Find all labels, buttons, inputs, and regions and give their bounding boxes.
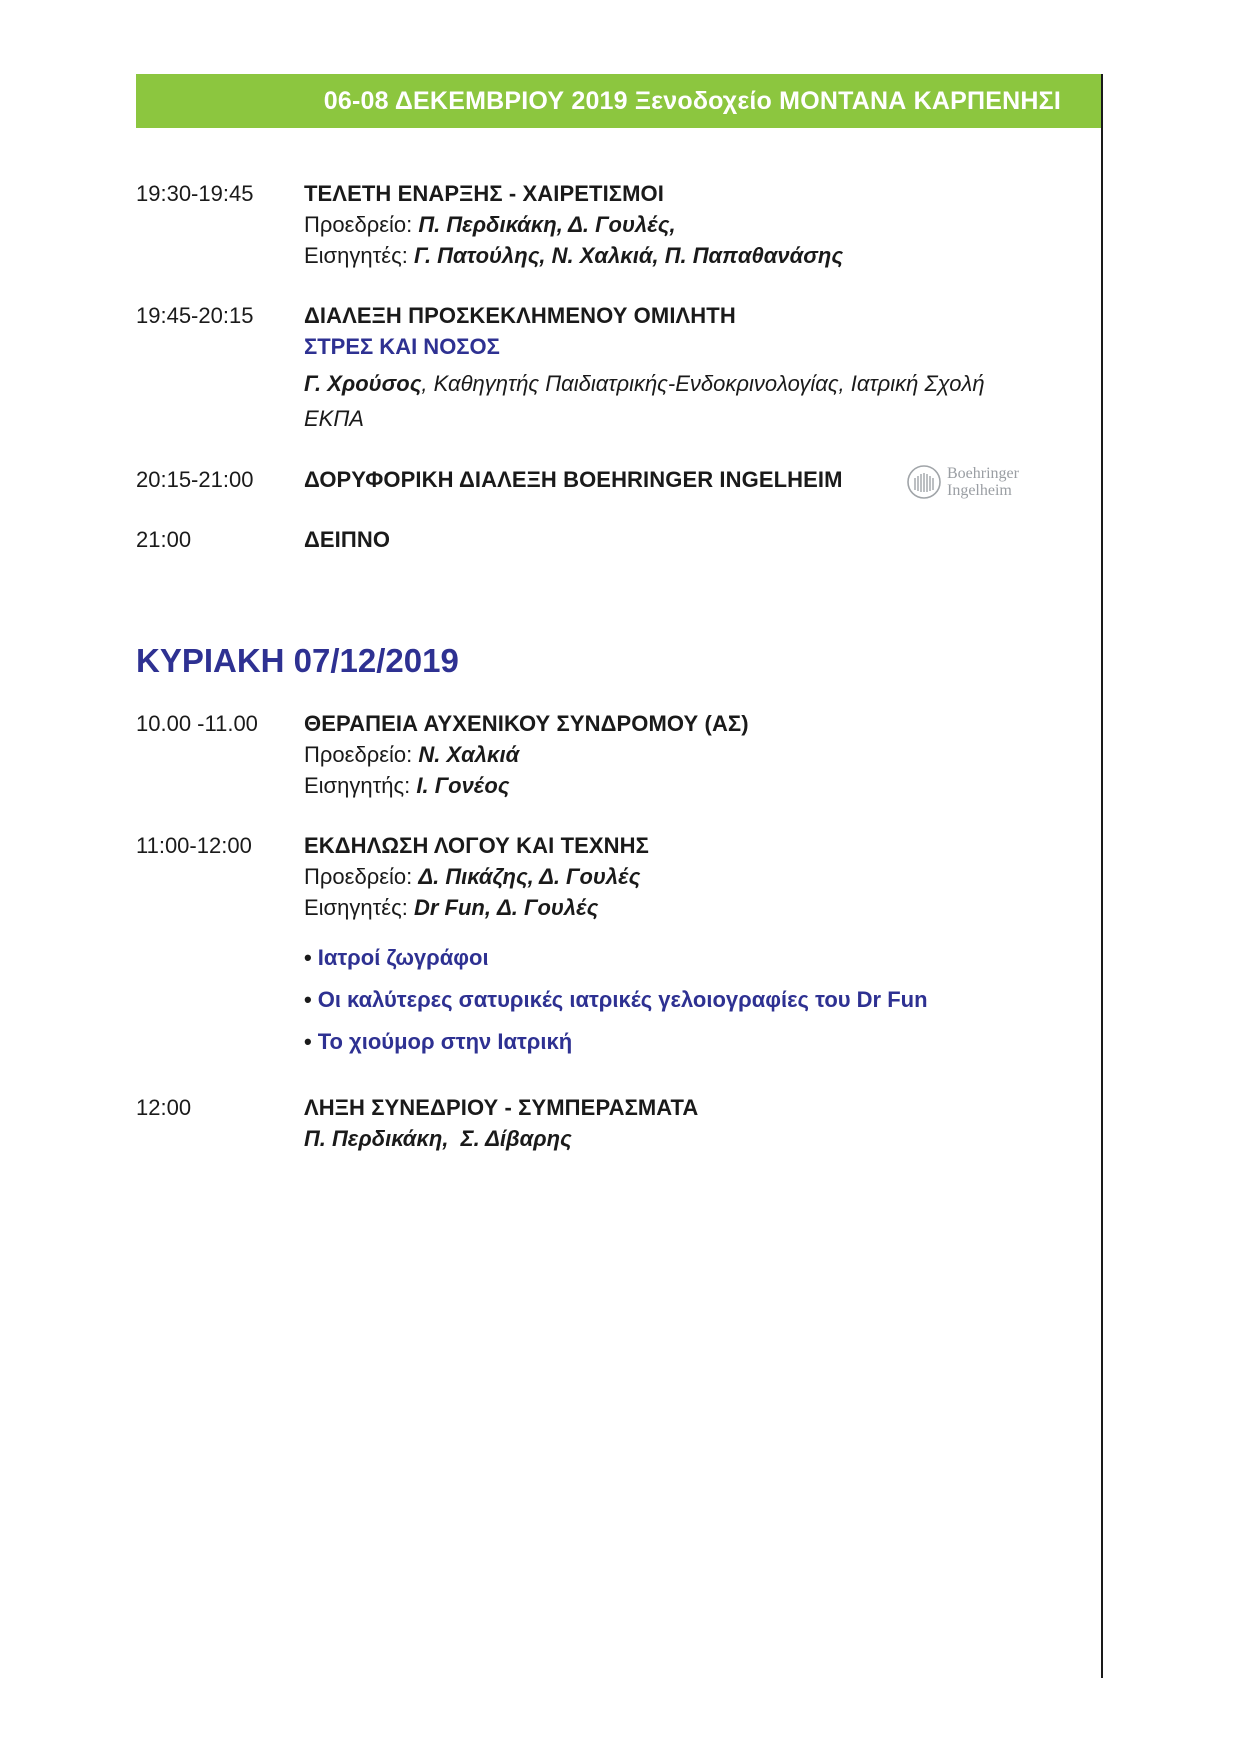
boehringer-logo: [906, 462, 1046, 502]
session-time: 11:00-12:00: [136, 833, 252, 858]
banner-text: 06-08 ΔΕΚΕΜΒΡΙΟΥ 2019 Ξενοδοχείο ΜΟΝΤΑΝΑ ΚΑΡΠΕΝΗΣΙ: [323, 86, 1061, 115]
speaker-name: Γ. Χρούσος: [304, 371, 422, 396]
session-speakers: [304, 240, 1034, 271]
session-title: ΔΕΙΠΝΟ: [304, 527, 391, 552]
header-banner: [136, 74, 1101, 128]
chair-names: Π. Περδικάκη, Δ. Γουλές,: [418, 212, 676, 237]
speakers-label: Εισηγητής:: [304, 773, 417, 798]
session-time: 20:15-21:00: [136, 467, 254, 492]
session-names: Π. Περδικάκη, Σ. Δίβαρης: [304, 1126, 572, 1151]
speakers-label: Εισηγητές:: [304, 895, 414, 920]
session-chair: [304, 739, 1034, 770]
speaker-role: , Καθηγητής Παιδιατρικής-Ενδοκρινολογίας, Ιατρική Σχολή: [421, 371, 985, 396]
session-speakers: [304, 770, 1034, 801]
boehringer-logo-icon: [906, 464, 942, 500]
chair-label: Προεδρείο:: [304, 212, 419, 237]
logo-line-1: Boehringer: [947, 465, 1019, 482]
day-heading: ΚΥΡΙΑΚΗ 07/12/2019: [136, 642, 459, 679]
list-item: • Οι καλύτερες σατυρικές ιατρικές γελοιογραφίες του Dr Fun: [304, 987, 928, 1012]
speaker-line: [304, 368, 1034, 399]
chair-names: Δ. Πικάζης, Δ. Γουλές: [418, 864, 641, 889]
speakers-names: Dr Fun, Δ. Γουλές: [413, 895, 599, 920]
speakers-names: Γ. Πατούλης, Ν. Χαλκιά, Π. Παπαθανάσης: [413, 243, 844, 268]
session-title: ΘΕΡΑΠΕΙΑ ΑΥΧΕΝΙΚΟΥ ΣΥΝΔΡΟΜΟΥ (ΑΣ): [304, 711, 749, 736]
session-time: 10.00 -11.00: [136, 711, 258, 736]
logo-line-2: Ingelheim: [947, 482, 1012, 499]
topic-list: [304, 937, 1034, 1063]
chair-label: Προεδρείο:: [304, 742, 419, 767]
speakers-names: Ι. Γονέος: [416, 773, 510, 798]
session-title: ΔΙΑΛΕΞΗ ΠΡΟΣΚΕΚΛΗΜΕΝΟΥ ΟΜΙΛΗΤΗ: [304, 303, 736, 328]
session-title: ΤΕΛΕΤΗ ΕΝΑΡΞΗΣ - ΧΑΙΡΕΤΙΣΜΟΙ: [304, 181, 664, 206]
chair-label: Προεδρείο:: [304, 864, 419, 889]
session-title: ΕΚΔΗΛΩΣΗ ΛΟΓΟΥ ΚΑΙ ΤΕΧΝΗΣ: [304, 833, 649, 858]
list-item: • Ιατροί ζωγράφοι: [304, 945, 489, 970]
session-speakers: [304, 892, 1034, 923]
speaker-affiliation: ΕΚΠΑ: [304, 406, 364, 431]
session-title: ΔΟΡΥΦΟΡΙΚΗ ΔΙΑΛΕΞΗ BOEHRINGER INGELHEIM: [304, 467, 843, 492]
session-time: 19:45-20:15: [136, 303, 254, 328]
chair-names: Ν. Χαλκιά: [418, 742, 520, 767]
speakers-label: Εισηγητές:: [304, 243, 414, 268]
session-time: 19:30-19:45: [136, 181, 254, 206]
session-subtitle: ΣΤΡΕΣ ΚΑΙ ΝΟΣΟΣ: [304, 334, 500, 359]
session-time: 12:00: [136, 1095, 192, 1120]
session-title: ΛΗΞΗ ΣΥΝΕΔΡΙΟΥ - ΣΥΜΠΕΡΑΣΜΑΤΑ: [304, 1095, 699, 1120]
list-item: • Το χιούμορ στην Ιατρική: [304, 1029, 573, 1054]
session-chair: [304, 209, 1034, 240]
session-chair: [304, 861, 1034, 892]
page-right-rule: [1101, 74, 1103, 1678]
session-time: 21:00: [136, 527, 192, 552]
